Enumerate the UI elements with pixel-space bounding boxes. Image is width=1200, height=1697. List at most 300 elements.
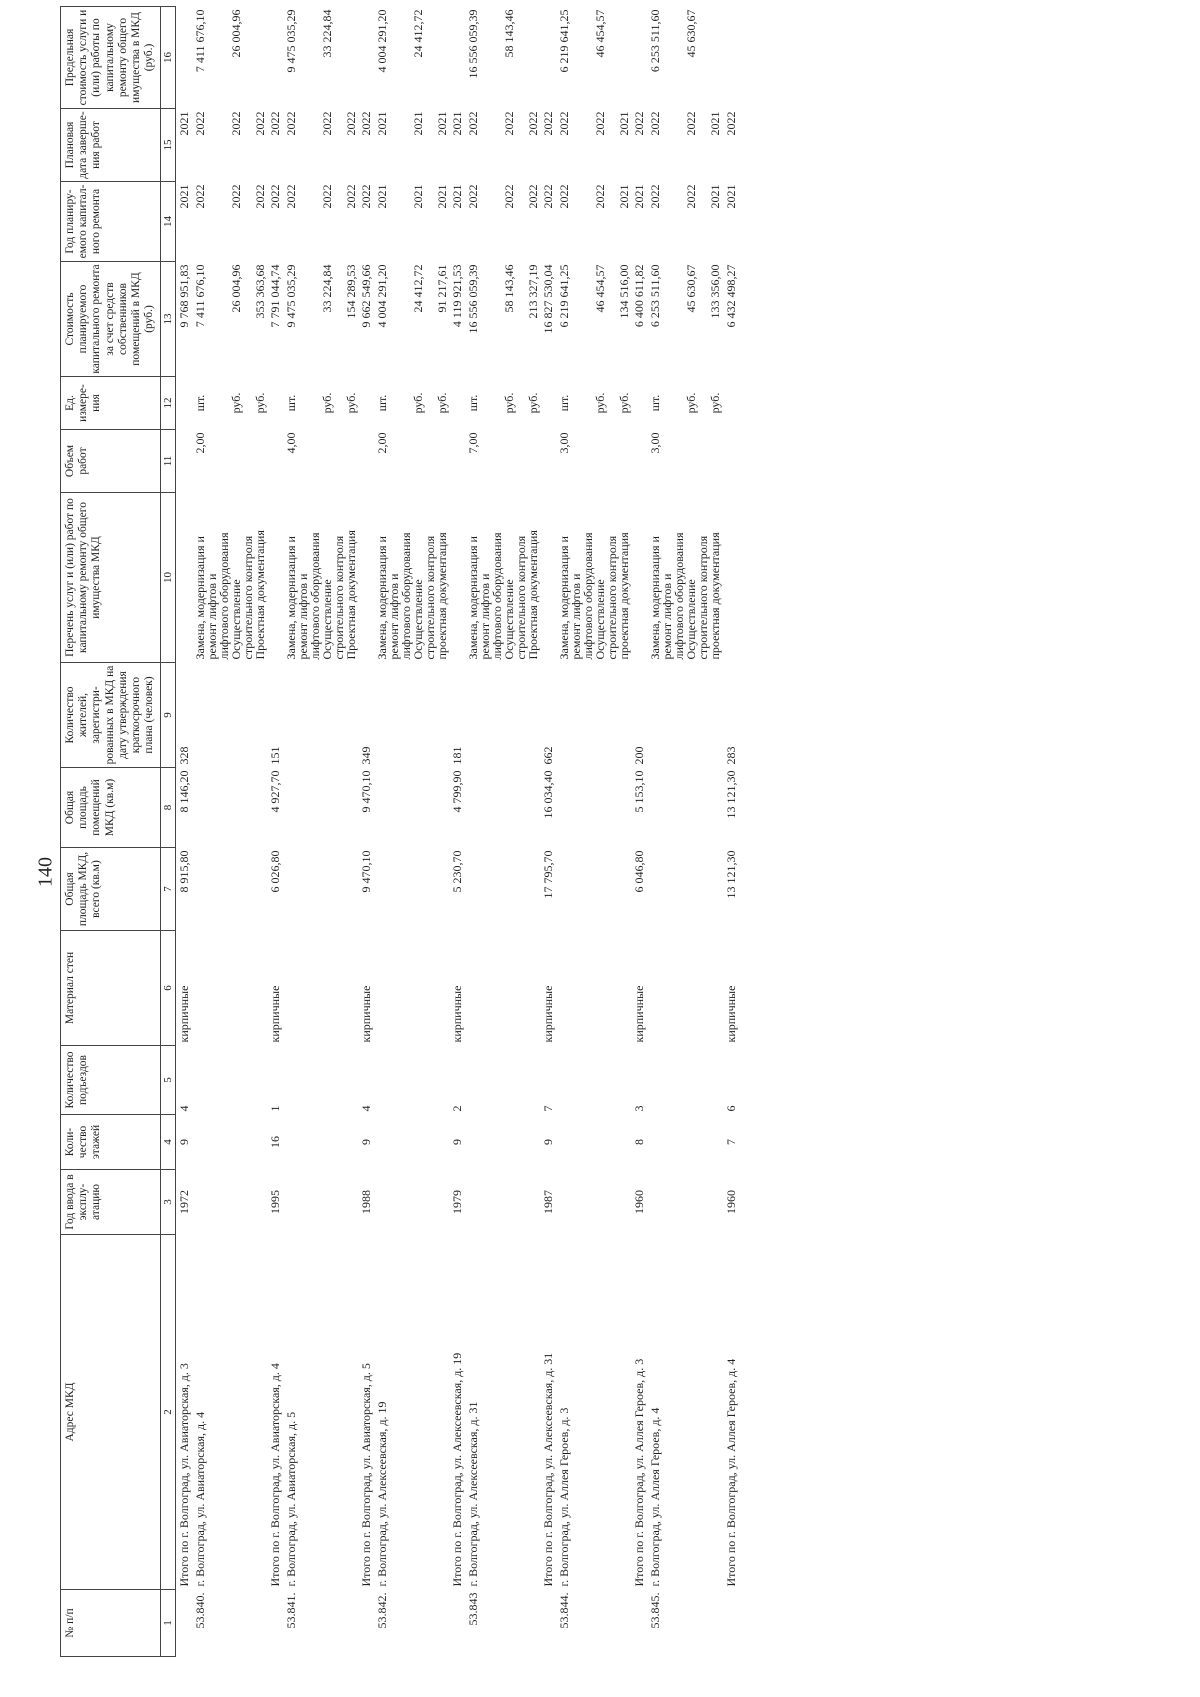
work-description [194,493,230,663]
work-end-date: 2022 [283,111,298,136]
empty-cell [321,1115,345,1170]
empty-cell [345,1115,358,1170]
work-row [376,7,412,1657]
work-plan-year: 2021 [374,184,389,209]
row-num-cell [449,1590,467,1657]
work-volume [527,430,540,493]
empty-cell [558,1170,594,1235]
area-total: 13 121,30 [723,850,738,899]
header-entrances: Количество подъездов [61,1046,161,1115]
work-end-date: 2022 [192,111,207,136]
work-unit: руб. [502,392,517,414]
wall-material: кирпичные [267,985,282,1043]
work-unit: руб. [617,392,632,414]
row-num-cell [540,1590,558,1657]
total-row [175,7,194,1657]
work-plan-year: 2022 [557,184,572,209]
empty-cell [230,768,254,848]
header-cost: Стоимость планируемого капитального ремонта за счет средств собственников помещений в МКД (руб.) [61,262,161,377]
empty-cell [412,663,436,768]
work-line: Замена, модернизация и [557,536,572,660]
empty-cell [558,768,594,848]
row-number [503,1590,527,1657]
work-volume [321,430,345,493]
empty-cell [618,1046,631,1115]
work-row [709,7,722,1657]
row-number: 53.845. [648,1592,663,1629]
empty-cell [376,1046,412,1115]
header-volume: Объем работ [61,430,161,493]
work-line: строительного контроля [331,535,346,660]
entrances-count: 6 [723,1105,738,1112]
empty-cell [230,1046,254,1115]
plan-year: 2021 [632,184,647,209]
row-number [230,1590,254,1657]
residents-count: 151 [267,746,282,765]
residents-count: 328 [176,746,191,765]
floors-count: 9 [541,1139,556,1145]
volume-cell [723,430,741,493]
area-premises: 4 799,90 [450,770,465,813]
empty-cell [254,1170,267,1235]
work-line: лифтового оборудования [581,532,596,660]
row-number [345,1590,358,1657]
empty-cell [527,1046,540,1115]
empty-cell [285,1046,321,1115]
empty-cell [618,663,631,768]
total-cost: 6 400 611,82 [632,264,647,328]
residents-count: 662 [541,746,556,765]
col-number: 13 [160,262,175,377]
empty-cell [254,768,267,848]
work-limit: 16 556 059,39 [466,9,481,79]
build-year: 1960 [632,1190,647,1214]
empty-cell [685,1115,709,1170]
work-limit: 6 219 641,25 [557,9,572,73]
row-num-cell [723,1590,741,1657]
header-limit: Предельная стоимость услуги и (или) работы по капитальному ремонту общего имущества в МКД (руб.) [61,7,161,109]
house-address: г. Волгоград, ул. Авиаторская, д. 4 [192,1411,207,1587]
empty-cell [345,768,358,848]
empty-cell [345,931,358,1046]
area-premises: 5 153,10 [632,770,647,813]
end-date: 2021 [450,111,465,136]
work-unit: шт. [374,394,389,412]
col-number: 8 [160,768,175,848]
total-address: Итого по г. Волгоград, ул. Алексеевская, д. 31 [541,1352,556,1587]
empty-cell [709,663,722,768]
work-row [345,7,358,1657]
empty-cell [412,931,436,1046]
house-address [527,1235,540,1590]
work-unit: руб. [593,392,608,414]
work-end-date: 2022 [557,111,572,136]
work-description [503,493,527,663]
empty-cell [558,1046,594,1115]
work-line: строительного контроля [605,535,620,660]
end-date: 2022 [358,111,373,136]
total-row [723,7,741,1657]
repair-plan-table [60,6,741,1657]
empty-cell [285,1170,321,1235]
col-number: 6 [160,931,175,1046]
total-address: Итого по г. Волгоград, ул. Аллея Героев, д. 4 [723,1358,738,1587]
empty-cell [230,848,254,931]
empty-cell [436,663,449,768]
floors-count: 16 [267,1136,282,1148]
house-address [412,1235,436,1590]
work-line: Осуществление [502,579,517,660]
empty-cell [230,663,254,768]
empty-cell [527,663,540,768]
empty-cell [503,1170,527,1235]
work-plan-year: 2022 [343,184,358,209]
work-line: Проектная документация [252,530,267,660]
work-volume: 3,00 [648,432,663,454]
work-cost: 58 143,46 [502,264,517,313]
empty-cell [285,931,321,1046]
residents-count: 349 [358,746,373,765]
empty-cell [709,848,722,931]
work-end-date: 2022 [502,111,517,136]
empty-cell [594,663,618,768]
work-volume: 4,00 [283,432,298,454]
empty-cell [594,768,618,848]
empty-cell [194,1170,230,1235]
work-line: Осуществление [410,579,425,660]
work-cost: 24 412,72 [410,264,425,313]
work-cost: 9 475 035,29 [283,264,298,328]
work-row [467,7,503,1657]
work-end-date: 2022 [319,111,334,136]
rotated-table-container [60,9,1160,1657]
house-address [254,1235,267,1590]
empty-cell [618,848,631,931]
house-address [709,1235,722,1590]
work-unit: руб. [319,392,334,414]
header-area-premises: Общая площадь помещений МКД (кв.м) [61,768,161,848]
empty-cell [618,931,631,1046]
empty-cell [436,931,449,1046]
col-number: 10 [160,493,175,663]
work-end-date: 2022 [228,111,243,136]
total-row [358,7,376,1657]
work-plan-year: 2022 [466,184,481,209]
work-cost: 4 004 291,20 [374,264,389,328]
empty-cell [321,1170,345,1235]
volume-cell [540,430,558,493]
total-row [631,7,649,1657]
empty-cell [467,1046,503,1115]
work-plan-year: 2021 [410,184,425,209]
limit-cell [175,7,194,109]
work-unit: руб. [708,392,723,414]
plan-year: 2021 [450,184,465,209]
total-cost: 4 119 921,53 [450,264,465,328]
work-volume [412,430,436,493]
empty-cell [412,1046,436,1115]
header-area-total: Общая площадь МКД, всего (кв.м) [61,848,161,931]
volume-cell [631,430,649,493]
total-cost: 16 827 530,04 [541,264,556,334]
work-plan-year: 2022 [648,184,663,209]
empty-cell [558,663,594,768]
empty-cell [376,848,412,931]
work-description [618,493,631,663]
work-limit [527,7,540,109]
row-num-cell [175,1590,194,1657]
area-premises: 13 121,30 [723,770,738,819]
empty-cell [230,1115,254,1170]
plan-year: 2022 [541,184,556,209]
header-unit: Ед. измере-ния [61,377,161,430]
work-cost: 353 363,68 [252,264,267,319]
work-plan-year: 2022 [283,184,298,209]
empty-cell [467,663,503,768]
work-limit: 58 143,46 [502,9,517,58]
row-number [709,1590,722,1657]
unit-cell [631,377,649,430]
col-number: 1 [160,1590,175,1657]
wall-material: кирпичные [632,985,647,1043]
works-cell [175,493,194,663]
total-address: Итого по г. Волгоград, ул. Авиаторская, д. 5 [358,1363,373,1587]
work-limit: 9 475 035,29 [283,9,298,73]
row-number [412,1590,436,1657]
work-line: Замена, модернизация и [374,536,389,660]
empty-cell [649,1170,685,1235]
work-cost: 133 356,00 [708,264,723,319]
work-plan-year: 2022 [526,184,541,209]
work-description [321,493,345,663]
house-address: г. Волгоград, ул. Алексеевская, д. 19 [374,1401,389,1587]
empty-cell [376,1170,412,1235]
work-limit: 24 412,72 [410,9,425,58]
plan-year: 2021 [723,184,738,209]
empty-cell [254,1115,267,1170]
work-volume [618,430,631,493]
work-volume [345,430,358,493]
work-line: лифтового оборудования [307,532,322,660]
empty-cell [685,1046,709,1115]
work-description [467,493,503,663]
work-end-date: 2021 [617,111,632,136]
empty-cell [436,1115,449,1170]
empty-cell [685,768,709,848]
work-line: Осуществление [593,579,608,660]
total-row [267,7,285,1657]
work-line: Осуществление [319,579,334,660]
work-plan-year: 2022 [319,184,334,209]
col-number: 9 [160,663,175,768]
work-line: ремонт лифтов и [204,573,219,660]
work-line: проектная документация [617,532,632,660]
work-plan-year: 2022 [502,184,517,209]
empty-cell [618,768,631,848]
empty-cell [558,848,594,931]
work-end-date: 2022 [526,111,541,136]
work-end-date: 2021 [434,111,449,136]
work-line: ремонт лифтов и [478,573,493,660]
volume-cell [175,430,194,493]
work-description [376,493,412,663]
empty-cell [321,848,345,931]
house-address [594,1235,618,1590]
work-end-date: 2021 [708,111,723,136]
empty-cell [285,663,321,768]
wall-material: кирпичные [358,985,373,1043]
empty-cell [467,931,503,1046]
empty-cell [558,931,594,1046]
house-address: г. Волгоград, ул. Аллея Героев, д. 3 [557,1407,572,1587]
plan-year: 2021 [176,184,191,209]
work-row [321,7,345,1657]
work-line: Замена, модернизация и [192,536,207,660]
work-cost: 16 556 059,39 [466,264,481,334]
col-number: 3 [160,1170,175,1235]
empty-cell [527,931,540,1046]
entrances-count: 1 [267,1105,282,1112]
house-address: г. Волгоград, ул. Аллея Героев, д. 4 [648,1407,663,1587]
empty-cell [194,1115,230,1170]
wall-material: кирпичные [176,985,191,1043]
empty-cell [594,1046,618,1115]
empty-cell [527,1115,540,1170]
work-limit: 45 630,67 [684,9,699,58]
work-description [558,493,594,663]
work-unit: шт. [466,394,481,412]
work-row [527,7,540,1657]
build-year: 1972 [176,1190,191,1214]
empty-cell [527,1170,540,1235]
row-number: 53.841. [283,1592,298,1629]
volume-cell [449,430,467,493]
work-line: ремонт лифтов и [295,573,310,660]
wall-material: кирпичные [450,985,465,1043]
work-volume [254,430,267,493]
row-number [436,1590,449,1657]
row-num-cell [267,1590,285,1657]
work-cost: 33 224,84 [319,264,334,313]
work-line: проектная документация [434,532,449,660]
work-unit: руб. [228,392,243,414]
work-volume: 2,00 [374,432,389,454]
empty-cell [412,848,436,931]
house-address [503,1235,527,1590]
work-description [685,493,709,663]
header-residents: Количество жителей, зарегистри-рованных в МКД на дату утверждения краткосрочного плана (человек) [61,663,161,768]
work-end-date: 2022 [252,111,267,136]
empty-cell [685,663,709,768]
empty-cell [412,768,436,848]
work-cost: 45 630,67 [684,264,699,313]
floors-count: 7 [723,1139,738,1145]
house-address [618,1235,631,1590]
work-line: строительного контроля [696,535,711,660]
page-number: 140 [34,857,57,887]
area-premises: 9 470,10 [358,770,373,813]
area-premises: 8 146,20 [176,770,191,813]
empty-cell [254,931,267,1046]
total-address: Итого по г. Волгоград, ул. Алексеевская, д. 19 [450,1352,465,1587]
work-line: лифтового оборудования [672,532,687,660]
table-body [175,7,741,1657]
work-unit: руб. [434,392,449,414]
empty-cell [194,931,230,1046]
empty-cell [230,1170,254,1235]
build-year: 1960 [723,1190,738,1214]
works-cell [358,493,376,663]
col-number: 4 [160,1115,175,1170]
row-number [685,1590,709,1657]
work-volume [436,430,449,493]
empty-cell [254,663,267,768]
house-address [345,1235,358,1590]
work-limit: 7 411 676,10 [192,9,207,73]
empty-cell [594,848,618,931]
floors-count: 9 [358,1139,373,1145]
area-premises: 16 034,40 [541,770,556,819]
area-total: 9 470,10 [358,850,373,893]
area-premises: 4 927,70 [267,770,282,813]
work-cost: 6 253 511,60 [648,264,663,328]
work-line: ремонт лифтов и [386,573,401,660]
work-description [230,493,254,663]
work-limit: 46 454,57 [593,9,608,58]
work-row [436,7,449,1657]
empty-cell [685,931,709,1046]
work-row [558,7,594,1657]
empty-cell [503,931,527,1046]
work-cost: 213 327,19 [526,264,541,319]
total-row [449,7,467,1657]
empty-cell [467,1170,503,1235]
empty-cell [649,1046,685,1115]
work-limit: 6 253 511,60 [648,9,663,73]
work-unit: шт. [648,394,663,412]
area-total: 17 795,70 [541,850,556,899]
plan-year: 2022 [267,184,282,209]
empty-cell [503,663,527,768]
work-limit [709,7,722,109]
work-unit: руб. [526,392,541,414]
work-end-date: 2022 [648,111,663,136]
work-line: ремонт лифтов и [569,573,584,660]
col-number: 2 [160,1235,175,1590]
entrances-count: 7 [541,1105,556,1112]
empty-cell [254,848,267,931]
house-address [685,1235,709,1590]
house-address: г. Волгоград, ул. Алексеевская, д. 31 [466,1401,481,1587]
work-line: строительного контроля [514,535,529,660]
area-total: 6 026,80 [267,850,282,893]
total-cost: 7 791 044,74 [267,264,282,328]
total-cost: 6 432 498,27 [723,264,738,328]
limit-cell [449,7,467,109]
total-cost: 9 662 549,66 [358,264,373,328]
work-description [436,493,449,663]
limit-cell [267,7,285,109]
work-end-date: 2022 [466,111,481,136]
empty-cell [709,931,722,1046]
row-number [527,1590,540,1657]
work-line: Осуществление [228,579,243,660]
work-line: Осуществление [684,579,699,660]
works-cell [267,493,285,663]
total-address: Итого по г. Волгоград, ул. Авиаторская, д. 3 [176,1363,191,1587]
row-number [254,1590,267,1657]
work-row [618,7,631,1657]
